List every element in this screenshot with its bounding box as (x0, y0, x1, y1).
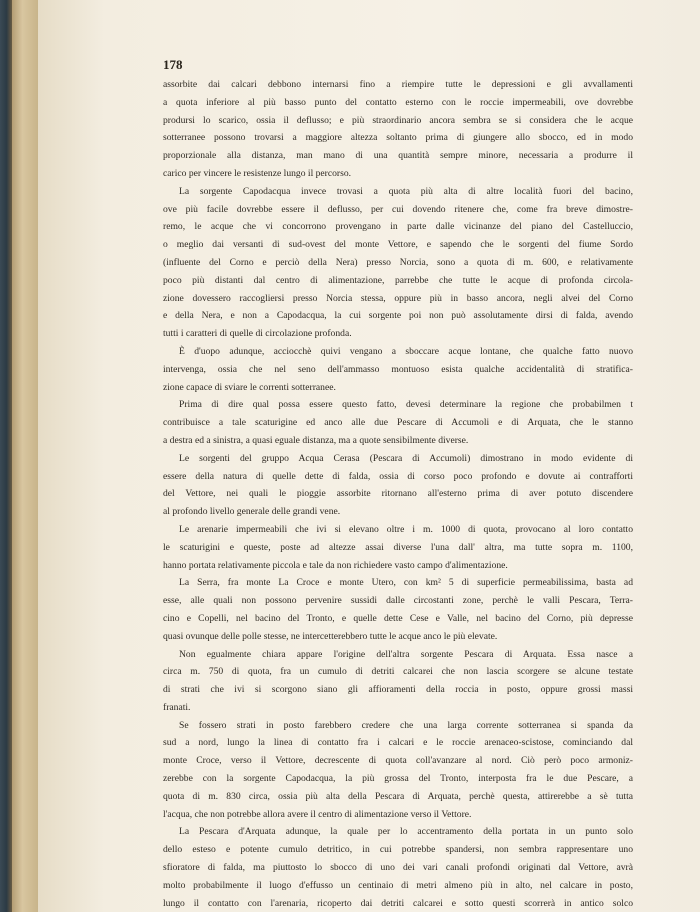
text-line: zione capace di sviare le correnti sotterranee. (163, 381, 336, 393)
text-line: La Serra, fra monte La Croce e monte Utero, con km² 5 di superficie permeabilissima, basta ad (179, 577, 633, 589)
text-line: cino e Copelli, nel bacino del Tronto, e quelle dette Cese e Valle, nel bacino del Corno, più depresse (163, 612, 633, 624)
text-line: del Vettore, nei quali le pioggie assorbite ritornano all'esterno prima di aver potuto discendere (163, 488, 633, 500)
text-line: poco più distanti dal centro di alimentazione, parrebbe che tutte le acque di profonda circola- (163, 274, 633, 286)
text-line: intervenga, ossia che nel seno dell'ammasso montuoso esista qualche accidentalità di stratifica- (163, 363, 633, 375)
text-line: quasi ovunque delle polle stesse, ne intercetterebbero tutte le acque anco le più elevate. (163, 630, 498, 642)
text-line: circa m. 750 di quota, fra un cumulo di detriti calcarei che non lascia scorgere se alcune testate (163, 666, 633, 678)
text-line: Prima di dire qual possa essere questo fatto, devesi determinare la regione che probabilmen t (179, 399, 633, 411)
text-line: al profondo livello generale delle grandi vene. (163, 506, 341, 518)
text-line: di strati che ivi si scorgono siano gli affioramenti della roccia in posto, oppure grossi massi (163, 684, 633, 696)
text-line: esse, alle quali non possono pervenire sussidi dalle circostanti zone, perchè le valli Pescara, Terra- (163, 595, 633, 607)
text-line: Le arenarie impermeabili che ivi si elevano oltre i m. 1000 di quota, provocano al loro contatto (179, 523, 633, 535)
book-binding (0, 0, 12, 912)
text-line: l'acqua, che non potrebbe allora avere il centro di alimentazione verso il Vettore. (163, 808, 472, 820)
text-line: Se fossero strati in posto farebbero credere che una larga corrente sotterranea si spanda da (179, 719, 633, 731)
text-line: La Pescara d'Arquata adunque, la quale per lo accentramento della portata in un punto solo (179, 826, 633, 838)
text-line: ove più facile dovrebbe essere il deflusso, per cui dovendo ritenere che, come fra breve dimostre- (163, 203, 633, 215)
text-line: sfioratore di falda, ma piuttosto lo sbocco di uno dei vari canali profondi originati dal Vettore, avrà (163, 862, 633, 874)
text-line: È d'uopo adunque, acciocchè quivi vengano a sboccare acque lontane, che qualche fatto nuovo (179, 345, 633, 357)
text-line: proporzionale alla distanza, man mano di una quantità sempre minore, necessaria a produrre il (163, 150, 633, 162)
body-text (163, 76, 633, 912)
text-line: prodursi lo scarico, ossia il deflusso; e più straordinario ancora sembra se si considera che le acque (163, 114, 633, 126)
text-line: monte Croce, verso il Vettore, decrescente di quota coll'avanzare al nord. Ciò però poco armoniz- (163, 755, 633, 767)
text-line: Non egualmente chiara appare l'origine dell'altra sorgente Pescara di Arquata. Essa nasce a (179, 648, 633, 660)
text-line: franati. (163, 701, 191, 713)
text-line: e della Nera, e non a Capodacqua, la cui sorgente poi non può assolutamente dirsi di falda, avendo (163, 310, 633, 322)
page-number: 178 (163, 57, 183, 72)
text-line: zerebbe con la sorgente Capodacqua, la più grossa del Tronto, interposta fra le due Pescare, a (163, 773, 633, 785)
text-line: hanno portata relativamente piccola e tale da non richiedere vasto campo d'alimentazione. (163, 559, 508, 571)
text-line: le scaturigini e queste, poste ad altezze assai diverse l'una dall' altra, ma tutte sopra m. 1100, (163, 541, 633, 553)
text-line: dello esteso e potente cumulo detritico, in cui potrebbe spandersi, non sembra rappresentare uno (163, 844, 633, 856)
text-line: contribuisce a tale scaturigine ed anco alle due Pescare di Accumoli e di Arquata, che le stanno (163, 417, 633, 429)
text-line: o meglio dai versanti di sud-ovest del monte Vettore, e sapendo che le sorgenti del fiume Sordo (163, 239, 633, 251)
text-line: tutti i caratteri di quelle di circolazione profonda. (163, 328, 352, 340)
text-line: a quota inferiore al più basso punto del contatto esterno con le roccie impermeabili, ove dovrebbe (163, 96, 633, 108)
page-stack-edge (12, 0, 38, 912)
text-line: molto probabilmente il luogo d'effusso un centinaio di metri almeno più in alto, nel calcare in posto, (163, 879, 633, 891)
text-line: La sorgente Capodacqua invece trovasi a quota più alta di altre località fuori del bacino, (179, 185, 633, 197)
text-line: quota di m. 830 circa, ossia più alta della Pescara di Arquata, perchè questa, attirerebbe a sè tutta (163, 790, 633, 802)
text-line: sud a nord, lungo la linea di contatto fra i calcari e le roccie arenaceo-scistose, cominciando dal (163, 737, 633, 749)
text-line: sotterranee possono trovarsi a maggiore altezza soltanto prima di giungere allo sbocco, ed in modo (163, 132, 633, 144)
text-line: zione dovessero raccogliersi presso Norcia stessa, oppure più in basso ancora, negli alvei del Corno (163, 292, 633, 304)
text-line: lungo il contatto con l'arenaria, ricoperto dai detriti calcarei e sotto questi scorrerà in antico solco (163, 897, 633, 909)
text-line: essere della natura di quelle dette di falda, ossia di corso poco profondo e dovute ai contrafforti (163, 470, 633, 482)
text-line: assorbite dai calcari debbono internarsi fino a riempire tutte le depressioni e gli avvallamenti (163, 79, 633, 90)
text-line: carico per vincere le resistenze lungo il percorso. (163, 167, 352, 179)
text-line: a destra ed a sinistra, a quasi eguale distanza, ma a quote sensibilmente diverse. (163, 434, 469, 446)
text-line: Le sorgenti del gruppo Acqua Cerasa (Pescara di Accumoli) dimostrano in modo evidente di (179, 452, 633, 464)
text-line: (influente del Corno e perciò della Nera) presso Norcia, sono a quota di m. 600, e relativamente (163, 256, 633, 268)
text-line: remo, le acque che vi concorrono provengano in parte dalle vicinanze del piano del Castelluccio, (163, 221, 633, 233)
